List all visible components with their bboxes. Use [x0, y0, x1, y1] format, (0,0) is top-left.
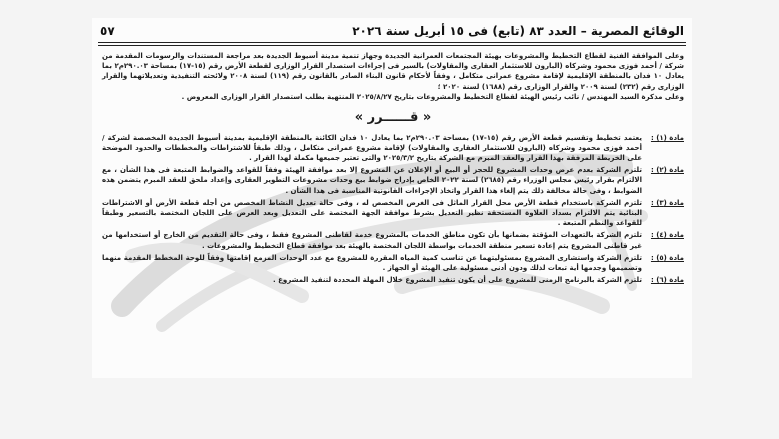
preamble-paragraph: وعلى مذكرة السيد المهندس / نائب رئيس الهيئة لقطاع التخطيط والمشروعات بتاريخ ٢٠٢٥/٨/٢٧ المنتهية بطلب استصدار القرار الوزارى المعروض .	[181, 93, 684, 102]
article-item	[102, 133, 684, 164]
gazette-page	[92, 18, 692, 378]
header-title: الوقائع المصرية – العدد ٨٣ (تابع) فى ١٥ أبريل سنة ٢٠٢٦	[352, 24, 684, 38]
article-item	[102, 275, 684, 285]
article-label: مادة (١) :	[650, 133, 684, 142]
header-divider	[98, 42, 686, 43]
page-header	[100, 22, 684, 40]
article-text: يعتمد تخطيط وتقسيم قطعة الأرض رقم (١٥-١٧) بمساحة ٢٩٠.٠٣م٢ بما يعادل ١٠ فدان الكائنة بالمنطقة الإقليمية بمدينة أسيوط الجديدة المخصصة لشركة / أحمد فوزى محمود وشركاه (البارون للاستثمار العقارى والمقاولات) لإقامة مشروع عمرانى متكامل ، وذلك طبقاً للاشتراطات والمخططات والحدود الموضحة على الخريطة المرفقة بهذا القرار والعقد المبرم مع الشركة بتاريخ ٢٠٢٥/٣/٢ والتى تعتبر جميعها مكملة لهذا القرار .	[102, 133, 643, 162]
article-item	[102, 230, 684, 250]
article-text: تلتزم الشركة واستشارى المشروع بمسئوليتهما عن تناسب كمية المياه المقررة للمشروع مع عدد الوحدات المزمع إقامتها وفقاً للوحة المخطط المقدمة منهما وتصميمها وجدمها أية تبعات لذلك ودون أدنى مسئولية على الهيئة أو الجهاز .	[102, 253, 642, 272]
page-number: ٥٧	[100, 24, 115, 38]
document-body	[102, 51, 684, 287]
article-text: تلتزم الشركة بعدم عرض وحدات المشروع للحجز أو البيع أو الإعلان عن المشروع إلا بعد موافقة الهيئة وفقاً للقواعد والضوابط المتبعة فى هذا الشأن ، مع الالتزام بقرار رئيس مجلس الوزراء رقم (٢٦٨٥) لسنة ٢٠٢٢ الخاص بإدراج ضوابط بيع وحدات مشروعات التطوير العقارى وإعداد ملحق للعقد المبرم يتضمن هذه الضوابط ، وفى حالة مخالفة ذلك يتم إلغاء هذا القرار واتخاذ الإجراءات القانونية المناسبة فى هذا الشأن .	[102, 166, 643, 195]
preamble-paragraph: وعلى الموافقة الفنية لقطاع التخطيط والمشروعات بهيئة المجتمعات العمرانية الجديدة وجهاز تنمية مدينة أسيوط الجديدة بعد مراجعة المستندات والرسومات المقدمة من شركة / أحمد فوزى محمود وشركاه (البارون للاستثمار العقارى والمقاولات) بالسير فى إجراءات استصدار القرار الوزارى لقطعة الأرض رقم (١٥-١٧) بمساحة ٢٩٠.٠٣م٢ بما يعادل ١٠ فدان بالمنطقة الإقليمية لإقامة مشروع عمرانى متكامل ، وفقاً لأحكام قانون البناء الصادر بالقانون رقم (١١٩) لسنة ٢٠٠٨ ولائحته التنفيذية وتعديلاتهما والقرار الوزارى رقم (٢٣٢) لسنة ٢٠٠٩ والقرار الوزارى رقم (١٦٨٨) لسنة ٢٠٢٠ ؛	[102, 52, 685, 91]
article-text: تلتزم الشركة بالتعهدات المؤقتة بضمانها بأن تكون مناطق الخدمات بالمشروع خدمة لقاطنى المشروع فقط ، وفى حالة التقديم من الخارج أو استخدامها من غير قاطنى المشروع يتم إعادة تسعير منطقة الخدمات بواسطة اللجان المختصة بالهيئة بعد موافقة قطاع التخطيط والمشروعات .	[102, 231, 642, 250]
preamble	[102, 51, 684, 103]
article-item	[102, 165, 684, 196]
header-divider-thin	[98, 45, 686, 46]
article-label: مادة (٢) :	[650, 166, 684, 175]
decision-heading: « قــــــرر »	[354, 109, 432, 125]
article-text: تلتزم الشركة بالبرنامج الزمنى للمشروع على أن يكون تنفيذ المشروع خلال المهلة المحددة لتنفيذ المشروع .	[273, 276, 642, 285]
article-label: مادة (٣) :	[650, 198, 684, 207]
article-item	[102, 253, 684, 273]
article-label: مادة (٦) :	[650, 276, 684, 285]
article-label: مادة (٥) :	[650, 253, 684, 262]
article-text: تلتزم الشركة باستخدام قطعة الأرض محل القرار الماثل فى الغرض المخصص له ، وفى حالة تعديل النشاط المخصص من أجله قطعة الأرض أو الاشتراطات البنائية يتم الالتزام بسداد العلاوة المستحقة نظير التعديل بشرط موافقة الجهة المختصة على التعديل وبعد العرض على اللجان المختصة بالتسعير وطبقاً للقواعد والنظم المتبعة .	[102, 198, 642, 228]
article-label: مادة (٤) :	[650, 231, 684, 240]
article-item	[102, 198, 684, 229]
